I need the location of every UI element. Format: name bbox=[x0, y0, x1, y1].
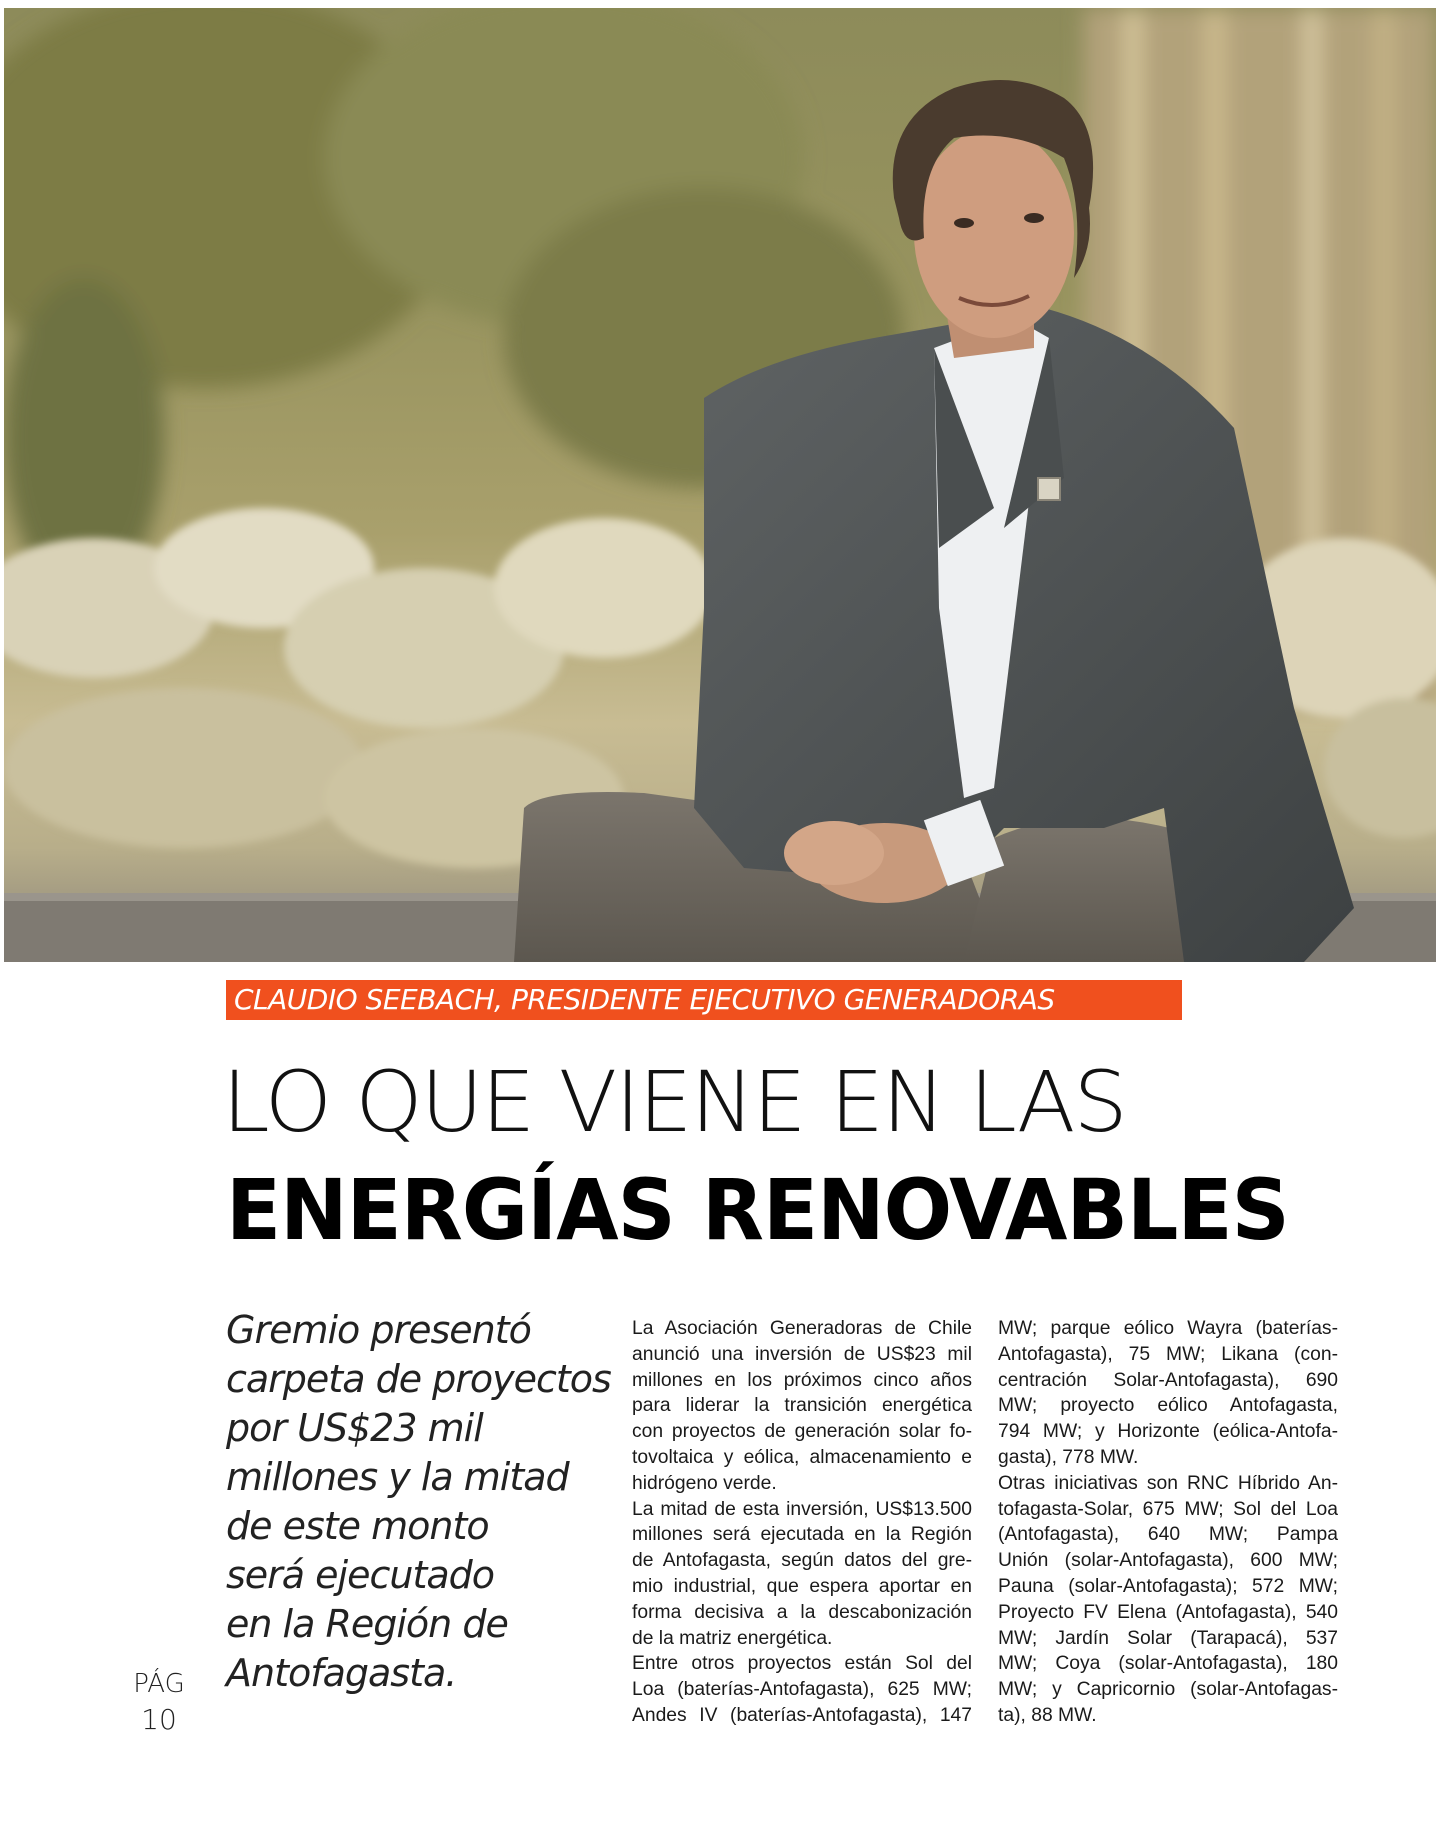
body-line: MW; y Capricornio (solar-Antofagas- bbox=[998, 1679, 1338, 1701]
body-line: hidrógeno verde. bbox=[632, 1472, 777, 1494]
body-line: MW; Coya (solar-Antofagasta), 180 bbox=[998, 1653, 1338, 1675]
deck-line: por US$23 mil bbox=[226, 1406, 483, 1450]
headline-line-2: ENERGÍAS RENOVABLES bbox=[226, 1161, 1289, 1259]
body-line: Andes IV (baterías-Antofagasta), 147 bbox=[632, 1704, 972, 1726]
body-line: Entre otros proyectos están Sol del bbox=[632, 1653, 972, 1675]
body-line: centración Solar-Antofagasta), 690 bbox=[998, 1369, 1338, 1391]
deck-line: millones y la mitad bbox=[226, 1455, 569, 1499]
kicker-label: CLAUDIO SEEBACH, PRESIDENTE EJECUTIVO GENERADORAS bbox=[226, 980, 1182, 1020]
body-line: para liderar la transición energética bbox=[632, 1395, 972, 1417]
body-line: mio industrial, que espera aportar en bbox=[632, 1575, 972, 1597]
body-line: Antofagasta), 75 MW; Likana (con- bbox=[998, 1343, 1338, 1365]
deck-subheading bbox=[226, 1306, 611, 1698]
body-line: de Antofagasta, según datos del gre- bbox=[632, 1550, 972, 1572]
body-line: La Asociación Generadoras de Chile bbox=[632, 1318, 972, 1339]
body-line: La mitad de esta inversión, US$13.500 bbox=[632, 1498, 972, 1520]
deck-line: Gremio presentó bbox=[226, 1308, 531, 1352]
deck-line: en la Región de bbox=[226, 1602, 508, 1646]
body-line: Pauna (solar-Antofagasta); 572 MW; bbox=[998, 1575, 1338, 1597]
body-line: ta), 88 MW. bbox=[998, 1704, 1097, 1726]
deck-line: Antofagasta. bbox=[226, 1651, 457, 1695]
body-line: forma decisiva a la descabonización bbox=[632, 1601, 972, 1623]
body-line: MW; proyecto eólico Antofagasta, bbox=[998, 1395, 1338, 1417]
body-line: Otras iniciativas son RNC Híbrido An- bbox=[998, 1472, 1338, 1494]
deck-line: será ejecutado bbox=[226, 1553, 495, 1597]
body-line: anunció una inversión de US$23 mil bbox=[632, 1343, 972, 1365]
body-column-1 bbox=[632, 1316, 972, 1729]
body-line: (Antofagasta), 640 MW; Pampa bbox=[998, 1524, 1338, 1546]
portrait-illustration bbox=[4, 8, 1436, 962]
body-line: millones será ejecutada en la Región bbox=[632, 1524, 972, 1546]
body-line: Unión (solar-Antofagasta), 600 MW; bbox=[998, 1550, 1338, 1572]
body-line: de la matriz energética. bbox=[632, 1627, 833, 1649]
deck-line: carpeta de proyectos bbox=[226, 1357, 611, 1401]
body-column-2 bbox=[998, 1316, 1338, 1729]
body-line: Loa (baterías-Antofagasta), 625 MW; bbox=[632, 1679, 972, 1701]
headline-line-1: LO QUE VIENE EN LAS bbox=[222, 1053, 1126, 1151]
body-line: Proyecto FV Elena (Antofagasta), 540 bbox=[998, 1601, 1338, 1623]
hero-photo bbox=[4, 8, 1436, 962]
page-number-value: 10 bbox=[141, 1703, 177, 1736]
page-label: PÁG bbox=[133, 1669, 185, 1699]
deck-line: de este monto bbox=[226, 1504, 489, 1548]
body-line: tofagasta-Solar, 675 MW; Sol del Loa bbox=[998, 1498, 1338, 1520]
body-line: gasta), 778 MW. bbox=[998, 1446, 1139, 1468]
body-line: con proyectos de generación solar fo- bbox=[632, 1421, 972, 1443]
page-number bbox=[124, 1668, 194, 1740]
body-line: tovoltaica y eólica, almacenamiento e bbox=[632, 1446, 972, 1468]
body-line: MW; Jardín Solar (Tarapacá), 537 bbox=[998, 1627, 1338, 1649]
body-line: millones en los próximos cinco años bbox=[632, 1369, 972, 1391]
body-line: MW; parque eólico Wayra (baterías- bbox=[998, 1318, 1338, 1339]
body-line: 794 MW; y Horizonte (eólica-Antofa- bbox=[998, 1421, 1338, 1443]
